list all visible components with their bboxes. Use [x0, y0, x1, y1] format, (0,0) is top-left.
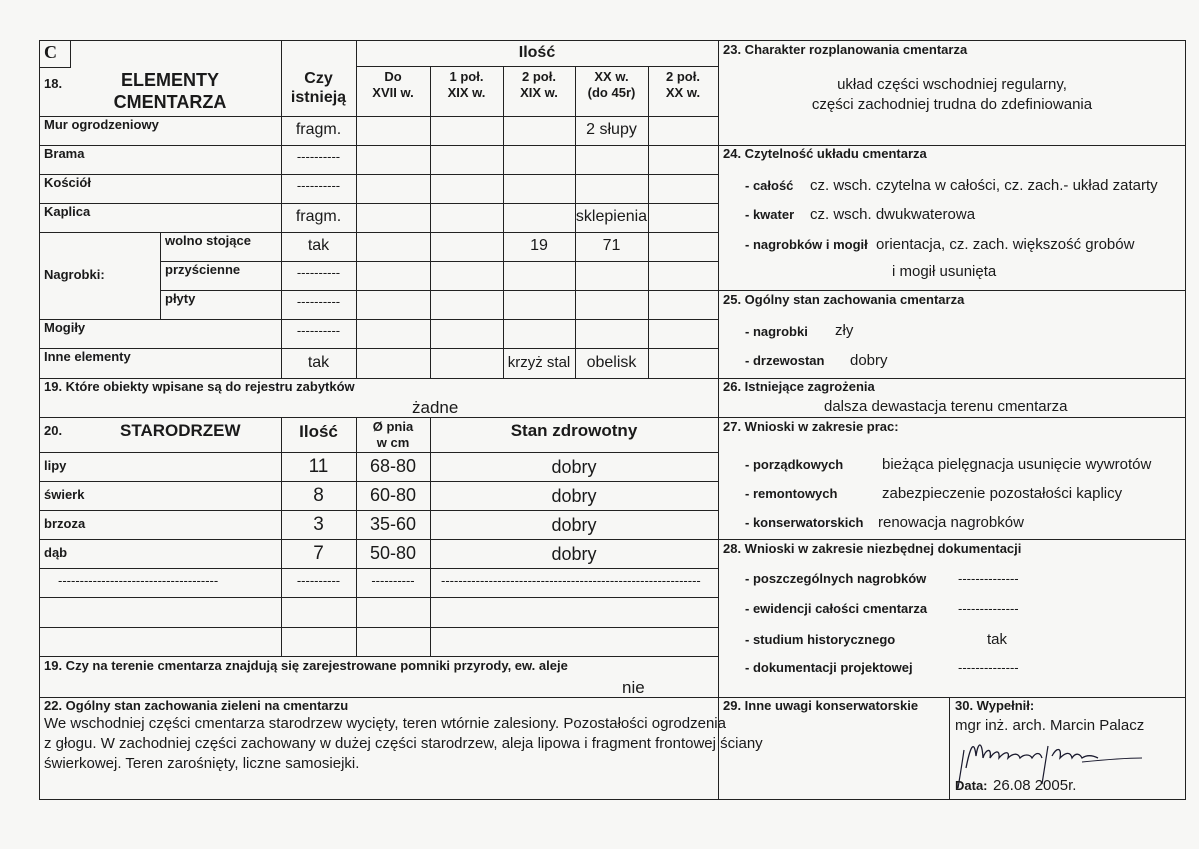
trees-health-header: Stan zdrowotny — [510, 421, 638, 440]
condition-label: 25. Ogólny stan zachowania cmentarza — [723, 292, 965, 307]
exists-other: tak — [307, 354, 330, 371]
greenery-text-line1: We wschodniej części cmentarza starodrzew wycięty, teren wtórnie zalesiony. Pozostałości ogrodzenia — [44, 715, 726, 732]
tree-name-2: świerk — [44, 487, 85, 502]
tree-name-3: brzoza — [44, 516, 86, 531]
exists-wall: fragm. — [295, 121, 342, 138]
layout-value-line1: układ części wschodniej regularny, — [837, 76, 1067, 93]
period-header-2b: XIX w. — [447, 85, 486, 100]
works-key-2: - remontowych — [745, 486, 838, 501]
legibility-value-3-cont: i mogił usunięta — [892, 263, 997, 280]
condition-value-1: zły — [835, 322, 854, 339]
exists-wall-graves: ---------- — [296, 265, 341, 280]
value-other-2xix: krzyż stal — [507, 354, 571, 371]
legibility-value-3: orientacja, cz. zach. większość grobów — [876, 236, 1135, 253]
legibility-key-2: - kwater — [745, 207, 795, 222]
period-header-5b: XX w. — [665, 85, 701, 100]
registry-value: żadne — [412, 398, 459, 417]
legibility-value-1: cz. wsch. czytelna w całości, cz. zach.- układ zatarty — [810, 177, 1158, 194]
docs-key-4: - dokumentacji projektowej — [745, 660, 913, 675]
works-value-3: renowacja nagrobków — [878, 514, 1024, 531]
tree-health-2: dobry — [551, 486, 597, 506]
trees-diam-header-1: Ø pnia — [372, 419, 414, 434]
greenery-text-line2: z głogu. W zachodniej części zachowany w dużej części starodrzew, aleja lipowa i fragment frontowej ściany — [44, 735, 763, 752]
period-header-1a: Do — [384, 69, 402, 84]
other-remarks-label: 29. Inne uwagi konserwatorskie — [723, 698, 919, 713]
layout-value-line2: części zachodniej trudna do zdefiniowania — [811, 96, 1093, 113]
tree-qty-1: 11 — [308, 456, 329, 477]
elements-title-line1: ELEMENTY — [120, 70, 219, 90]
tree-health-3: dobry — [551, 515, 597, 535]
tree-diam-3: 35-60 — [369, 514, 417, 534]
exists-freestanding: tak — [307, 237, 330, 254]
legibility-key-1: - całość — [745, 178, 794, 193]
exists-slabs: ---------- — [296, 294, 341, 309]
exists-gate: ---------- — [296, 149, 341, 164]
docs-key-2: - ewidencji całości cmentarza — [745, 601, 928, 616]
row-sublabel-slabs: płyty — [165, 291, 196, 306]
value-freestanding-xx45: 71 — [602, 237, 621, 254]
tree-qty-3: 3 — [313, 514, 324, 535]
exists-church: ---------- — [296, 178, 341, 193]
trees-number: 20. — [44, 423, 63, 438]
tree-qty-2: 8 — [313, 485, 324, 506]
works-key-3: - konserwatorskich — [745, 515, 864, 530]
docs-label: 28. Wnioski w zakresie niezbędnej dokumentacji — [723, 541, 1022, 556]
trees-diam-header-2: w cm — [376, 435, 410, 450]
tree-qty-4: 7 — [313, 543, 324, 564]
tree-dash-qty: ---------- — [296, 573, 341, 588]
value-wall-xx45: 2 słupy — [586, 121, 637, 138]
tree-dash-diam: ---------- — [371, 573, 415, 588]
value-freestanding-2xix: 19 — [530, 237, 548, 254]
tree-dash-name: ------------------------------------- — [58, 573, 219, 588]
row-label-graves: Nagrobki: — [44, 267, 105, 282]
tree-health-4: dobry — [551, 544, 597, 564]
threats-label: 26. Istniejące zagrożenia — [723, 379, 875, 394]
works-key-1: - porządkowych — [745, 457, 844, 472]
period-header-3b: XIX w. — [520, 85, 558, 100]
row-label-wall: Mur ogrodzeniowy — [44, 117, 159, 132]
row-label-mounds: Mogiły — [44, 320, 86, 335]
filled-by-label: 30. Wypełnił: — [955, 698, 1035, 713]
docs-value-2: -------------- — [958, 601, 1019, 616]
row-label-church: Kościół — [44, 175, 91, 190]
period-header-1b: XVII w. — [372, 85, 414, 100]
registry-label: 19. Które obiekty wpisane są do rejestru zabytków — [44, 379, 355, 394]
period-header-3a: 2 poł. — [522, 69, 556, 84]
tree-health-1: dobry — [551, 457, 597, 477]
exists-header-line2: istnieją — [290, 89, 347, 106]
tree-diam-4: 50-80 — [369, 543, 417, 563]
greenery-label: 22. Ogólny stan zachowania zieleni na cmentarzu — [44, 698, 349, 713]
tree-diam-1: 68-80 — [369, 456, 417, 476]
docs-key-1: - poszczególnych nagrobków — [745, 571, 927, 586]
condition-value-2: dobry — [850, 352, 888, 369]
trees-title: STARODRZEW — [120, 421, 241, 440]
works-value-2: zabezpieczenie pozostałości kaplicy — [882, 485, 1123, 502]
form-letter: C — [44, 42, 57, 62]
date-value: 26.08 2005r. — [993, 777, 1077, 794]
exists-chapel: fragm. — [295, 208, 342, 225]
nature-monuments-value: nie — [622, 678, 645, 697]
period-header-5a: 2 poł. — [666, 69, 700, 84]
tree-diam-2: 60-80 — [369, 485, 417, 505]
tree-name-4: dąb — [44, 545, 68, 560]
row-label-chapel: Kaplica — [44, 204, 91, 219]
legibility-label: 24. Czytelność układu cmentarza — [723, 146, 927, 161]
greenery-text-line3: świerkowej. Teren zarośnięty, liczne samosiejki. — [44, 755, 360, 772]
filled-by-name: mgr inż. arch. Marcin Palacz — [955, 717, 1145, 734]
docs-key-3: - studium historycznego — [745, 632, 896, 647]
period-header-4a: XX w. — [594, 69, 629, 84]
exists-mounds: ---------- — [296, 323, 341, 338]
layout-label: 23. Charakter rozplanowania cmentarza — [723, 42, 968, 57]
docs-value-4: -------------- — [958, 660, 1019, 675]
elements-title-line2: CMENTARZA — [113, 92, 227, 112]
legibility-value-2: cz. wsch. dwukwaterowa — [810, 206, 976, 223]
nature-monuments-label: 19. Czy na terenie cmentarza znajdują się zarejestrowane pomniki przyrody, ew. aleje — [44, 658, 568, 673]
quantity-header: Ilość — [518, 44, 556, 61]
period-header-2a: 1 poł. — [449, 69, 484, 84]
works-label: 27. Wnioski w zakresie prac: — [723, 419, 899, 434]
docs-value-3: tak — [987, 631, 1008, 648]
legibility-key-3: - nagrobków i mogił — [745, 237, 868, 252]
value-other-xx45: obelisk — [586, 354, 637, 371]
docs-value-1: -------------- — [958, 571, 1019, 586]
tree-dash-health: ------------------------------------------------------------ — [441, 573, 701, 588]
row-sublabel-wall: przyścienne — [165, 262, 241, 277]
tree-name-1: lipy — [44, 458, 67, 473]
value-chapel-xx45: sklepienia — [575, 208, 648, 225]
condition-key-1: - nagrobki — [745, 324, 808, 339]
threats-value: dalsza dewastacja terenu cmentarza — [824, 398, 1068, 415]
trees-qty-header: Ilość — [299, 422, 338, 441]
row-label-other: Inne elementy — [44, 349, 131, 364]
section-number: 18. — [44, 76, 63, 91]
works-value-1: bieżąca pielęgnacja usunięcie wywrotów — [882, 456, 1152, 473]
row-sublabel-freestanding: wolno stojące — [165, 233, 251, 248]
exists-header-line1: Czy — [304, 70, 333, 87]
row-label-gate: Brama — [44, 146, 85, 161]
date-label: Data: — [955, 778, 988, 793]
condition-key-2: - drzewostan — [745, 353, 825, 368]
period-header-4b: (do 45r) — [587, 85, 636, 100]
